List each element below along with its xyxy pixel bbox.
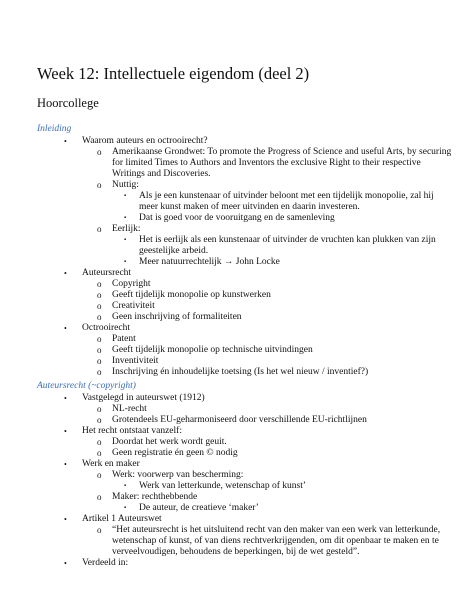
section-heading-inleiding: Inleiding bbox=[37, 124, 72, 134]
bullet-marker: o bbox=[97, 224, 102, 234]
bullet-marker: o bbox=[97, 448, 102, 458]
bullet-marker: o bbox=[97, 147, 102, 157]
list-item: Copyright bbox=[112, 279, 151, 289]
list-item: Octrooirecht bbox=[82, 323, 131, 333]
bullet-marker: • bbox=[64, 269, 67, 278]
list-item-continuation: Writings and Discoveries. bbox=[112, 169, 211, 179]
list-item: Waarom auteurs en octrooirecht? bbox=[82, 136, 208, 146]
list-item: Werk en maker bbox=[82, 459, 140, 469]
list-item: “Het auteursrecht is het uitsluitend recht van den maker van een werk van letterkunde, bbox=[112, 525, 441, 535]
bullet-marker: ▪ bbox=[124, 505, 127, 511]
list-item: Geen registratie én geen © nodig bbox=[112, 448, 238, 458]
list-item: Werk van letterkunde, wetenschap of kunst’ bbox=[139, 481, 307, 491]
page-subtitle: Hoorcollege bbox=[37, 96, 99, 110]
bullet-marker: o bbox=[97, 437, 102, 447]
list-item-continuation: verveelvoudigen, behoudens de beperkingen, bij de wet gesteld”. bbox=[112, 547, 360, 557]
list-item-continuation: meer kunst maken of meer uitvinden en daarin investeren. bbox=[139, 202, 360, 212]
list-item: Amerikaanse Grondwet: To promote the Progress of Science and useful Arts, by securing bbox=[112, 147, 452, 157]
list-item: Meer natuurrechtelijk → John Locke bbox=[139, 257, 280, 267]
list-item: Geeft tijdelijk monopolie op kunstwerken bbox=[112, 290, 271, 300]
bullet-marker: ▪ bbox=[124, 215, 127, 221]
bullet-marker: o bbox=[97, 492, 102, 502]
list-item-continuation: geestelijke arbeid. bbox=[139, 246, 209, 256]
bullet-marker: o bbox=[97, 470, 102, 480]
list-item: Het recht ontstaat vanzelf: bbox=[82, 426, 182, 436]
list-item: Doordat het werk wordt geuit. bbox=[112, 437, 227, 447]
bullet-marker: ▪ bbox=[124, 259, 127, 265]
section-heading-auteursrecht: Auteursrecht (~copyright) bbox=[37, 381, 136, 391]
bullet-marker: o bbox=[97, 180, 102, 190]
bullet-marker: o bbox=[97, 312, 102, 322]
bullet-marker: • bbox=[64, 427, 67, 436]
list-item: NL-recht bbox=[112, 404, 147, 414]
bullet-marker: ▪ bbox=[124, 193, 127, 199]
list-item: Inschrijving én inhoudelijke toetsing (Is het wel nieuw / inventief?) bbox=[112, 367, 369, 377]
list-item: Auteursrecht bbox=[82, 268, 132, 278]
bullet-marker: • bbox=[64, 324, 67, 333]
list-item: Eerlijk: bbox=[112, 224, 141, 234]
list-item: De auteur, de creatieve ‘maker’ bbox=[139, 503, 259, 513]
list-item: Artikel 1 Auteurswet bbox=[82, 514, 162, 524]
list-item: Patent bbox=[112, 334, 136, 344]
list-item: Creativiteit bbox=[112, 301, 155, 311]
list-item-continuation: for limited Times to Authors and Inventors the exclusive Right to their respective bbox=[112, 158, 421, 168]
bullet-marker: o bbox=[97, 367, 102, 377]
bullet-marker: • bbox=[64, 515, 67, 524]
bullet-marker: • bbox=[64, 460, 67, 469]
bullet-marker: • bbox=[64, 394, 67, 403]
list-item: Maker: rechthebbende bbox=[112, 492, 198, 502]
bullet-marker: o bbox=[97, 290, 102, 300]
list-item: Inventiviteit bbox=[112, 356, 159, 366]
list-item: Werk: voorwerp van bescherming: bbox=[112, 470, 244, 480]
list-item: Grotendeels EU-geharmoniseerd door verschillende EU-richtlijnen bbox=[112, 415, 367, 425]
list-item-continuation: wetenschap of kunst, of van diens rechtverkrijgenden, om dit openbaar te maken en te bbox=[112, 536, 439, 546]
bullet-marker: o bbox=[97, 301, 102, 311]
page-title: Week 12: Intellectuele eigendom (deel 2) bbox=[37, 64, 310, 83]
bullet-marker: o bbox=[97, 415, 102, 425]
bullet-marker: o bbox=[97, 334, 102, 344]
bullet-marker: • bbox=[64, 559, 67, 568]
bullet-marker: o bbox=[97, 345, 102, 355]
list-item: Verdeeld in: bbox=[82, 558, 129, 568]
bullet-marker: o bbox=[97, 404, 102, 414]
bullet-marker: ▪ bbox=[124, 237, 127, 243]
list-item: Als je een kunstenaar of uitvinder beloont met een tijdelijk monopolie, zal hij bbox=[139, 191, 434, 201]
list-item: Vastgelegd in auteurswet (1912) bbox=[82, 393, 205, 403]
list-item: Nuttig: bbox=[112, 180, 139, 190]
list-item: Dat is goed voor de vooruitgang en de samenleving bbox=[139, 213, 335, 223]
bullet-marker: • bbox=[64, 137, 67, 146]
bullet-marker: o bbox=[97, 279, 102, 289]
list-item: Geeft tijdelijk monopolie op technische uitvindingen bbox=[112, 345, 313, 355]
bullet-marker: o bbox=[97, 356, 102, 366]
bullet-marker: o bbox=[97, 525, 102, 535]
bullet-marker: ▪ bbox=[124, 483, 127, 489]
list-item: Geen inschrijving of formaliteiten bbox=[112, 312, 242, 322]
list-item: Het is eerlijk als een kunstenaar of uitvinder de vruchten kan plukken van zijn bbox=[139, 235, 436, 245]
